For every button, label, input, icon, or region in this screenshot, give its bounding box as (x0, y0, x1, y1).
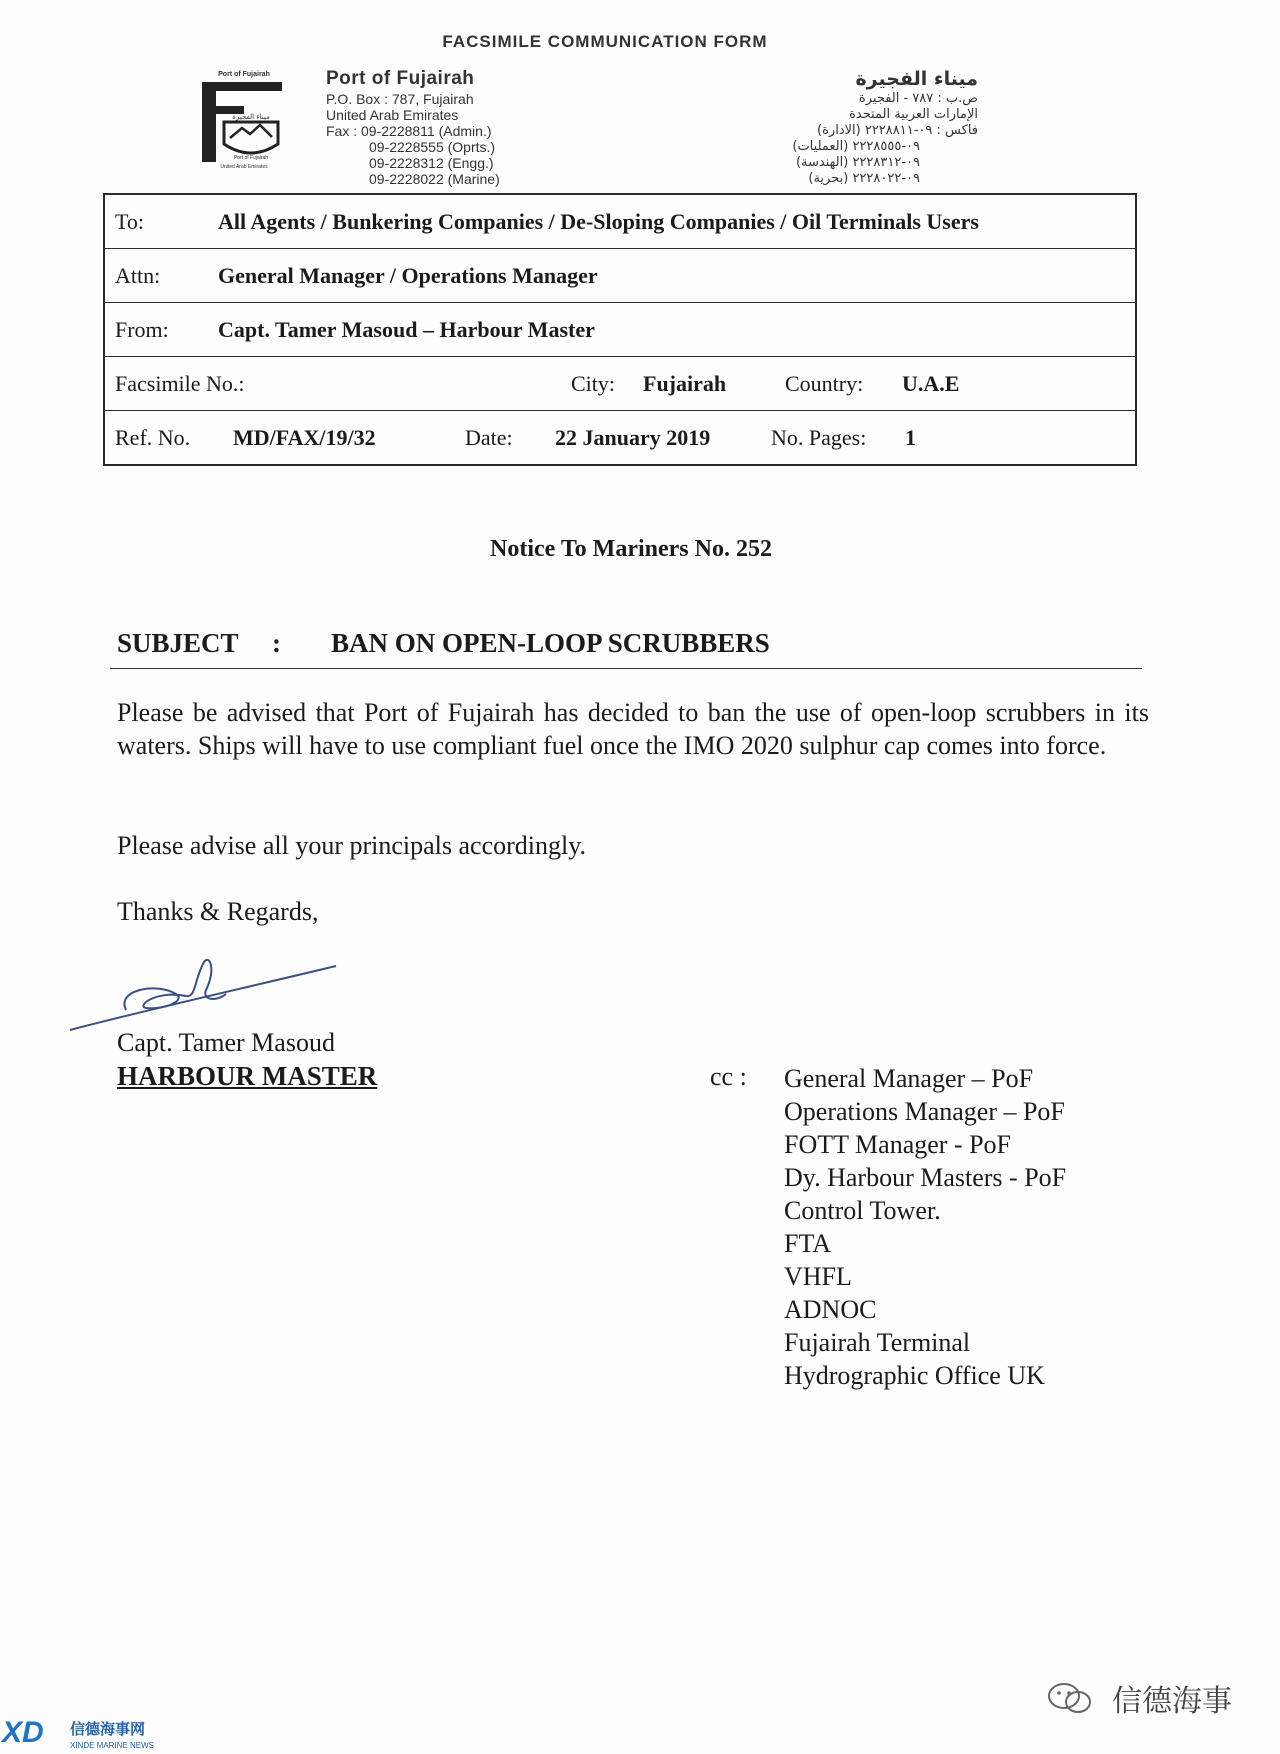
wechat-icon (1046, 1678, 1096, 1718)
notice-title: Notice To Mariners No. 252 (490, 536, 772, 562)
cc-item: Hydrographic Office UK (784, 1361, 1045, 1390)
svg-text:ميناء الفجيرة: ميناء الفجيرة (232, 113, 270, 121)
xinde-marine-news-logo (0, 1712, 170, 1752)
attn-value: General Manager / Operations Manager (218, 263, 598, 288)
svg-text:United Arab Emirates: United Arab Emirates (220, 164, 268, 170)
handwritten-signature (66, 950, 356, 1040)
fax-line-ar: ٠٩-٢٢٢٨٠٢٢ (بحرية) (808, 171, 920, 186)
subject-value: BAN ON OPEN-LOOP SCRUBBERS (331, 628, 770, 658)
date-label: Date: (465, 425, 513, 450)
from-row (105, 303, 1135, 357)
fax-line-ar: ٠٩-٢٢٢٨٥٥٥ (العمليات) (792, 139, 920, 154)
to-row (105, 195, 1135, 249)
fax-line-ar: فاكس : ٠٩-٢٢٢٨٨١١ (الادارة) (817, 123, 978, 138)
svg-text:Port of Fujairah: Port of Fujairah (233, 155, 269, 161)
cc-item: ADNOC (784, 1295, 877, 1324)
fax-line: Fax : 09-2228811 (Admin.) (326, 123, 492, 139)
body-paragraph: Please advise all your principals accordingly. (117, 831, 587, 860)
pages-label: No. Pages: (771, 425, 867, 450)
watermark-right-text: 信德海事 (1112, 1684, 1232, 1719)
address-line: P.O. Box : 787, Fujairah (326, 91, 474, 107)
address-line: United Arab Emirates (326, 107, 459, 123)
cc-item: Fujairah Terminal (784, 1328, 971, 1357)
cc-item: Dy. Harbour Masters - PoF (784, 1163, 1067, 1192)
body-paragraph: Please be advised that Port of Fujairah has decided to ban the use of open-loop scrubbers in its waters. Ships will have to use compliant fuel once the IMO 2020 sulphur cap comes into force. (117, 698, 1149, 760)
date-value: 22 January 2019 (555, 425, 711, 450)
attn-row (105, 249, 1135, 303)
cc-item: Operations Manager – PoF (784, 1097, 1065, 1126)
fax-line: 09-2228312 (Engg.) (369, 155, 494, 171)
cc-item: Control Tower. (784, 1196, 941, 1225)
subject-colon: : (272, 628, 281, 658)
city-value: Fujairah (643, 371, 727, 396)
fax-header-table (103, 193, 1137, 466)
fax-line: 09-2228022 (Marine) (369, 171, 500, 187)
attn-label: Attn: (115, 263, 161, 288)
address-line-ar: ص.ب : ٧٨٧ - الفجيرة (858, 91, 978, 106)
fax-label: Facsimile No.: (115, 371, 245, 396)
cc-item: VHFL (784, 1262, 852, 1291)
signatory-title: HARBOUR MASTER (117, 1061, 378, 1091)
fax-city-country-row (105, 357, 1135, 411)
watermark-left-sub: XINDE MARINE NEWS (70, 1741, 155, 1750)
fax-line: 09-2228555 (Oprts.) (369, 139, 496, 155)
cc-item: General Manager – PoF (784, 1064, 1034, 1093)
subject-underline (110, 668, 1142, 669)
cc-item: FTA (784, 1229, 832, 1258)
cc-list (784, 1062, 1066, 1392)
to-label: To: (115, 209, 145, 234)
watermark-left-text: 信德海事网 (70, 1720, 146, 1738)
sender-address-en (326, 67, 500, 187)
pages-value: 1 (905, 425, 916, 450)
port-of-fujairah-logo (196, 68, 292, 172)
cc-label: cc : (710, 1062, 747, 1091)
sender-address-ar (792, 67, 978, 187)
from-label: From: (115, 317, 169, 342)
ref-date-pages-row (105, 411, 1135, 464)
subject-label: SUBJECT (117, 628, 239, 658)
country-label: Country: (785, 371, 864, 396)
country-value: U.A.E (902, 371, 960, 396)
address-line-ar: الإمارات العربية المتحدة (849, 107, 978, 122)
svg-text:XD: XD (2, 1716, 44, 1749)
from-value: Capt. Tamer Masoud – Harbour Master (218, 317, 595, 342)
fax-line-ar: ٠٩-٢٢٢٨٣١٢ (الهندسة) (795, 155, 920, 170)
ref-label: Ref. No. (115, 425, 191, 450)
sender-name-en: Port of Fujairah (326, 68, 475, 89)
ref-value: MD/FAX/19/32 (233, 425, 376, 450)
form-title: FACSIMILE COMMUNICATION FORM (442, 32, 768, 51)
svg-text:Port of Fujairah: Port of Fujairah (218, 71, 270, 78)
cc-item: FOTT Manager - PoF (784, 1130, 1012, 1159)
city-label: City: (571, 371, 616, 396)
to-value: All Agents / Bunkering Companies / De-Sloping Companies / Oil Terminals Users (218, 209, 979, 234)
closing-line: Thanks & Regards, (117, 897, 319, 926)
signatory-name: Capt. Tamer Masoud (117, 1028, 335, 1057)
sender-name-ar: ميناء الفجيرة (855, 68, 978, 90)
